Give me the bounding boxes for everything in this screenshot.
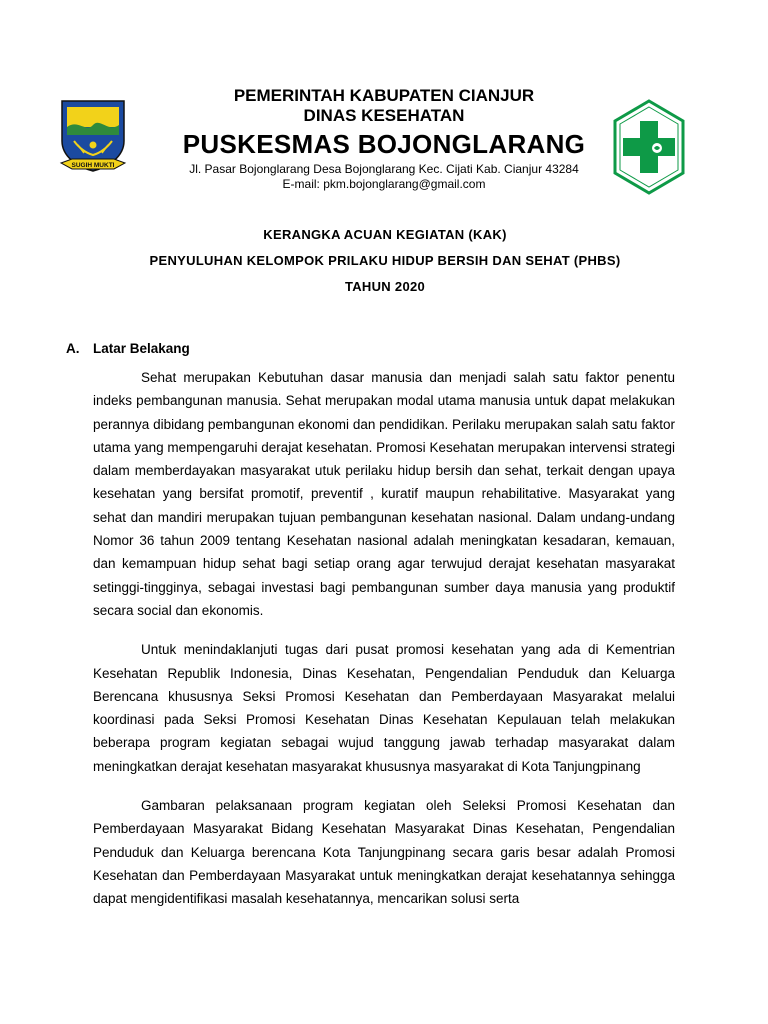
paragraph: Sehat merupakan Kebutuhan dasar manusia dan menjadi salah satu faktor penentu indeks pembangunan manusia. Sehat merupakan modal utama manusia untuk dapat melakukan perannya dibidang pembangunan ekonomi dan pendidikan. Perilaku merupakan salah satu faktor utama yang mempengaruhi derajat kesehatan. Promosi Kesehatan merupakan intervensi strategi dalam memberdayakan masyarakat utuk perilaku hidup bersih dan sehat, terkait dengan upaya kesehatan yang bersifat promotif, preventif , kuratif maupun rehabilitative. Masyarakat yang sehat dan mandiri merupakan tujuan pembangunan kesehatan nasional. Dalam undang-undang Nomor 36 tahun 2009 tentang Kesehatan nasional adalah meningkatan kesadaran, kemauan, dan kemampuan hidup sehat bagi setiap orang agar terwujud derajat kesehatan masyarakat setinggi-tingginya, sebagai investasi bagi pembangunan sumber daya manusia yang produktif secara social dan ekonomis. [93,370,675,618]
section-a-heading [66,339,190,359]
section-a-title: Latar Belakang [93,341,190,356]
document-title-line-1: KERANGKA ACUAN KEGIATAN (KAK) [263,227,507,242]
paragraph: Untuk menindaklanjuti tugas dari pusat promosi kesehatan yang ada di Kementrian Kesehatan Republik Indonesia, Dinas Kesehatan, Pengendalian Penduduk dan Keluarga Berencana khususnya Seksi Promosi Kesehatan dan Pemberdayaan Masyarakat melalui koordinasi pada Seksi Promosi Kesehatan Dinas Kesehatan Kepulauan telah melakukan beberapa program kegiatan sebagai wujud tanggung jawab terhadap masyarakat dalam meningkatkan derajat kesehatan masyarakat khususnya masyarakat di Kota Tanjungpinang [93,642,675,774]
document-title-line-3: TAHUN 2020 [344,279,426,294]
letterhead-text-block [150,86,618,191]
organization-name: PUSKESMAS BOJONGLARANG [182,129,586,159]
cianjur-regency-logo [58,97,128,177]
paragraph: Gambaran pelaksanaan program kegiatan oleh Seleksi Promosi Kesehatan dan Pemberdayaan Masyarakat Bidang Kesehatan Masyarakat Dinas Kesehatan, Pengendalian Penduduk dan Keluarga berencana Kota Tanjungpinang secara garis besar adalah Promosi Kesehatan dan Pemberdayaan Masyarakat untuk meningkatkan derajat kesehatannya sehingga dapat mengidentifikasi masalah kesehatannya, mencarikan solusi serta [93,798,675,907]
organization-address: Jl. Pasar Bojonglarang Desa Bojonglarang Kec. Cijati Kab. Cianjur 43284 [189,162,579,176]
svg-text:SUGIH MUKTI: SUGIH MUKTI [71,162,115,169]
organization-email: E-mail: pkm.bojonglarang@gmail.com [282,177,486,191]
document-title-line-2: PENYULUHAN KELOMPOK PRILAKU HIDUP BERSIH DAN SEHAT (PHBS) [149,253,621,268]
department-name: DINAS KESEHATAN [303,106,465,125]
government-name: PEMERINTAH KABUPATEN CIANJUR [233,86,535,105]
puskesmas-cross-logo [611,99,687,195]
document-title [90,222,680,300]
letterhead [0,0,768,200]
section-a-letter: A. [66,341,80,356]
section-a-body [93,366,675,927]
